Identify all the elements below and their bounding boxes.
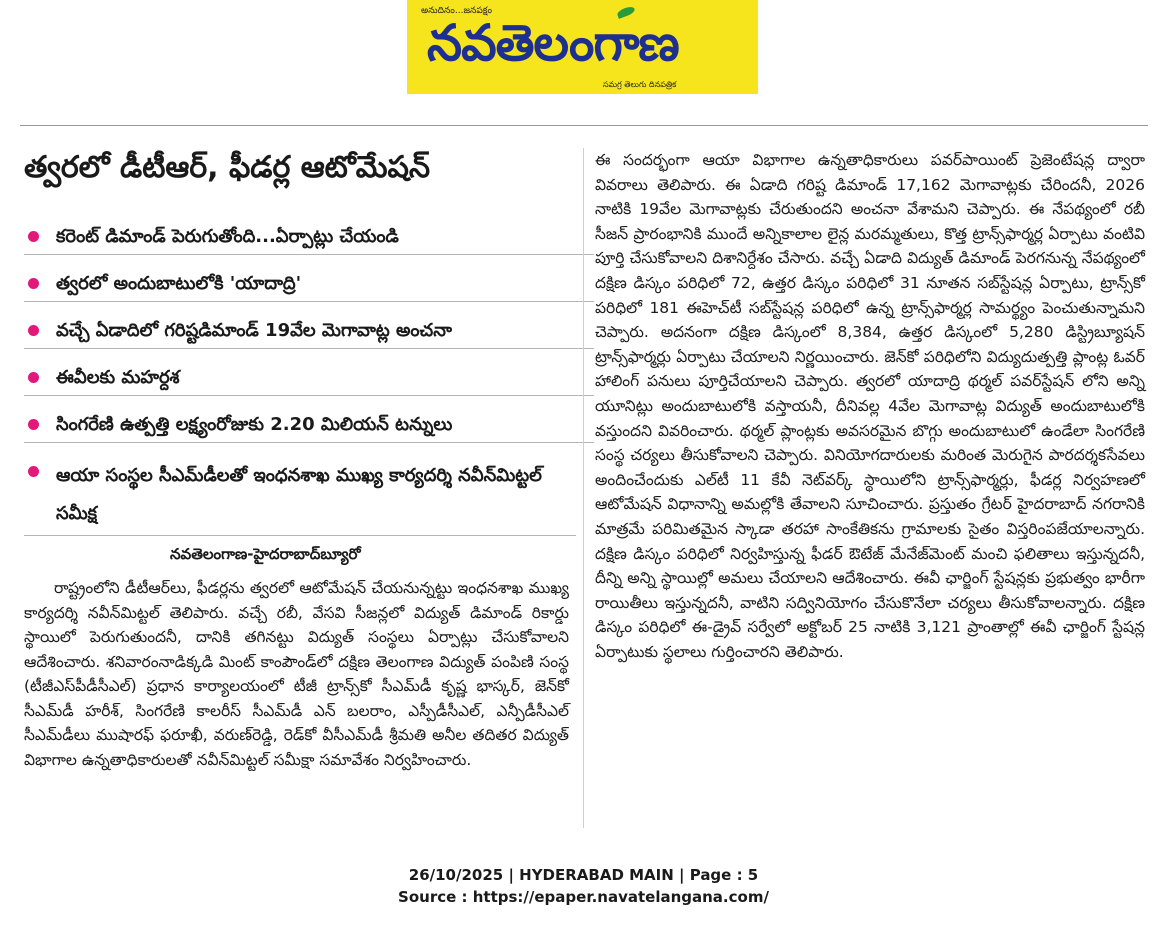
highlight-item: వచ్చే ఏడాదిలో గరిష్టడిమాండ్ 19వేల మెగావాట్ల అంచనా	[24, 316, 594, 349]
body-paragraph: ఈ సందర్భంగా ఆయా విభాగాల ఉన్నతాధికారులు పవర్‌పాయింట్ ప్రెజెంటేషన్ల ద్వారా వివరాలు తెలిపారు. ఈ ఏడాది గరిష్ట డిమాండ్ 17,162 మెగావాట్లకు చేరిందనీ, 2026 నాటికి 19వేల మెగావాట్లకు చేరుతుందని అంచనా వేశామని చెప్పారు. ఈ నేపథ్యంలో రబీ సీజన్ ప్రారంభానికి ముందే అన్నికాలాల లైన్ల మరమ్మతులు, కొత్త ట్రాన్స్‌ఫార్మర్ల ఏర్పాటు వంటివి పూర్తి చేసుకోవాలని దిశానిర్దేశం చేసారు. వచ్చే ఏడాది విద్యుత్ డిమాండ్ పెరగనున్న నేపథ్యంలో దక్షిణ డిస్కం పరిధిలో 72, ఉత్తర డిస్కం పరిధిలో 31 నూతన సబ్‌స్టేషన్ల ఏర్పాటు, ట్రాన్స్‌కో పరిధిలో 181 ఈహెచ్‌టీ సబ్‌స్టేషన్ల పరిధిలో ఉన్న ట్రాన్స్‌ఫార్మర్ల సామర్థ్యం పెంచుతున్నామని చెప్పారు. అదనంగా దక్షిణ డిస్కంలో 8,384, ఉత్తర డిస్కంలో 5,280 డిస్ట్రిబ్యూషన్ ట్రాన్స్‌ఫార్మర్లు ఏర్పాటు చేయాలని నిర్ణయించారు. జెన్‌కో పరిధిలోని విద్యుదుత్పత్తి ప్లాంట్ల ఓవర్ హాలింగ్ పనులు పూర్తిచేయాలని చెప్పారు. త్వరలో యాదాద్రి థర్మల్ పవర్‌స్టేషన్ లోని అన్ని యూనిట్లు అందుబాటులోకి వస్తాయనీ, దీనివల్ల 4వేల మెగావాట్ల విద్యుత్ అందుబాటులోకి వస్తుందని వివరించారు. థర్మల్ ప్లాంట్లకు అవసరమైన బొగ్గు అందుబాటులో ఉండేలా సింగరేణి సంస్థ చర్యలు తీసుకోవాలని చెప్పారు. వినియోగదారులకు మరింత మెరుగైన పారదర్శకసేవలు అందించేందుకు ఎల్‌టీ 11 కేవీ నెట్‌వర్క్ స్థాయిలోని ట్రాన్స్‌ఫార్మర్లు, ఫీడర్ల నిర్వహణలో ఆటోమేషన్ విధానాన్ని అమల్లోకి తేవాలని సూచించారు. ప్రస్తుతం గ్రేటర్ హైదరాబాద్ నగరానికి మాత్రమే పరిమితమైన స్కాడా తరహా సాంకేతికను గ్రామాలకు సైతం విస్తరింపజేయాలన్నారు. దక్షిణ డిస్కం పరిధిలో నిర్వహిస్తున్న ఫీడర్ ఔటేజ్ మేనేజ్‌మెంట్ మంచి ఫలితాలు ఇస్తున్నదనీ, దీన్ని అన్ని స్థాయిల్లో అమలు చేయాలని ఆదేశించారు. ఈవీ ఛార్జింగ్ స్టేషన్లకు ప్రభుత్వం భారీగా రాయితీలు ఇస్తున్నదనీ, వాటిని సద్వినియోగం చేసుకొనేలా చర్యలు తీసుకోవాలన్నారు. దక్షిణ డిస్కం పరిధిలో ఈ-డ్రైవ్ సర్వేలో అక్టోబర్ 25 నాటికి 3,121 ప్రాంతాల్లో ఈవీ ఛార్జింగ్ స్టేషన్ల ఏర్పాటుకు స్థలాలు గుర్తించారని తెలిపారు.	[595, 151, 1145, 661]
masthead-name: నవతెలంగాణ	[427, 14, 679, 72]
highlight-item: సింగరేణి ఉత్పత్తి లక్ష్యంరోజుకు 2.20 మిలియన్ టన్నులు	[24, 410, 594, 443]
bullet-icon	[28, 231, 39, 242]
masthead-subtagline: సమగ్ర తెలుగు దినపత్రిక	[603, 80, 677, 89]
divider	[20, 125, 1148, 126]
bullet-icon	[28, 325, 39, 336]
bullet-icon	[28, 466, 39, 477]
body-paragraph: రాష్ట్రంలోని డీటీఆర్‌లు, ఫీడర్లను త్వరలో ఆటోమేషన్ చేయనున్నట్టు ఇంధనశాఖ ముఖ్య కార్యదర్శి నవీన్‌మిట్టల్ తెలిపారు. వచ్చే రబీ, వేసవి సీజన్లలో విద్యుత్ డిమాండ్ రికార్డు స్థాయిలో పెరుగుతుందనీ, దానికి తగినట్టు విద్యుత్ సంస్థలు ఏర్పాట్లు చేసుకోవాలని ఆదేశించారు. శనివారంనాడిక్కడి మింట్ కాంపౌండ్‌లో దక్షిణ తెలంగాణ విద్యుత్ పంపిణి సంస్థ (టీజీఎస్‌పీడీసీఎల్) ప్రధాన కార్యాలయంలో టీజీ ట్రాన్స్‌కో సీఎమ్‌డీ కృష్ణ భాస్కర్, జెన్‌కో సీఎమ్‌డీ హరీశ్, సింగరేణి కాలరీస్ సీఎమ్‌డీ ఎన్ బలరాం, ఎస్పీడీసీఎల్, ఎన్పీడీసీఎల్ సీఎమ్‌డీలు ముషారఫ్ ఫరూఖీ, వరుణ్‌రెడ్డి, రెడ్‌కో వీసీఎమ్‌డీ శ్రీమతి అనీల తదితర విద్యుత్ విభాగాల ఉన్నతాధికారులతో నవీన్‌మిట్టల్ సమీక్షా సమావేశం నిర్వహించారు.	[24, 579, 569, 769]
footer-edition: 26/10/2025 | HYDERABAD MAIN | Page : 5	[408, 866, 759, 884]
column-divider	[583, 148, 584, 828]
byline: నవతెలంగాణ-హైదరాబాద్‌బ్యూరో	[170, 545, 361, 563]
masthead-logo	[407, 0, 758, 94]
masthead-tagline: అనుదినం...జనపక్షం	[421, 6, 493, 16]
bullet-icon	[28, 372, 39, 383]
highlight-item: ఈవీలకు మహర్దశ	[24, 363, 594, 396]
bullet-icon	[28, 278, 39, 289]
article-body-left	[24, 576, 569, 772]
article-headline: త్వరలో డీటీఆర్, ఫీడర్ల ఆటోమేషన్	[24, 150, 430, 185]
highlights-list	[24, 222, 594, 550]
highlight-item: కరెంట్ డిమాండ్ పెరుగుతోంది...ఏర్పాట్లు చేయండి	[24, 222, 594, 255]
highlight-item: త్వరలో అందుబాటులోకి 'యాదాద్రి'	[24, 269, 594, 302]
highlight-item: ఆయా సంస్థల సీఎమ్‌డీలతో ఇంధనశాఖ ముఖ్య కార్యదర్శి నవీన్‌మిట్టల్ సమీక్ష	[24, 457, 576, 536]
footer-source: Source : https://epaper.navatelangana.com/	[398, 888, 769, 906]
article-body-right	[595, 148, 1145, 664]
bullet-icon	[28, 419, 39, 430]
